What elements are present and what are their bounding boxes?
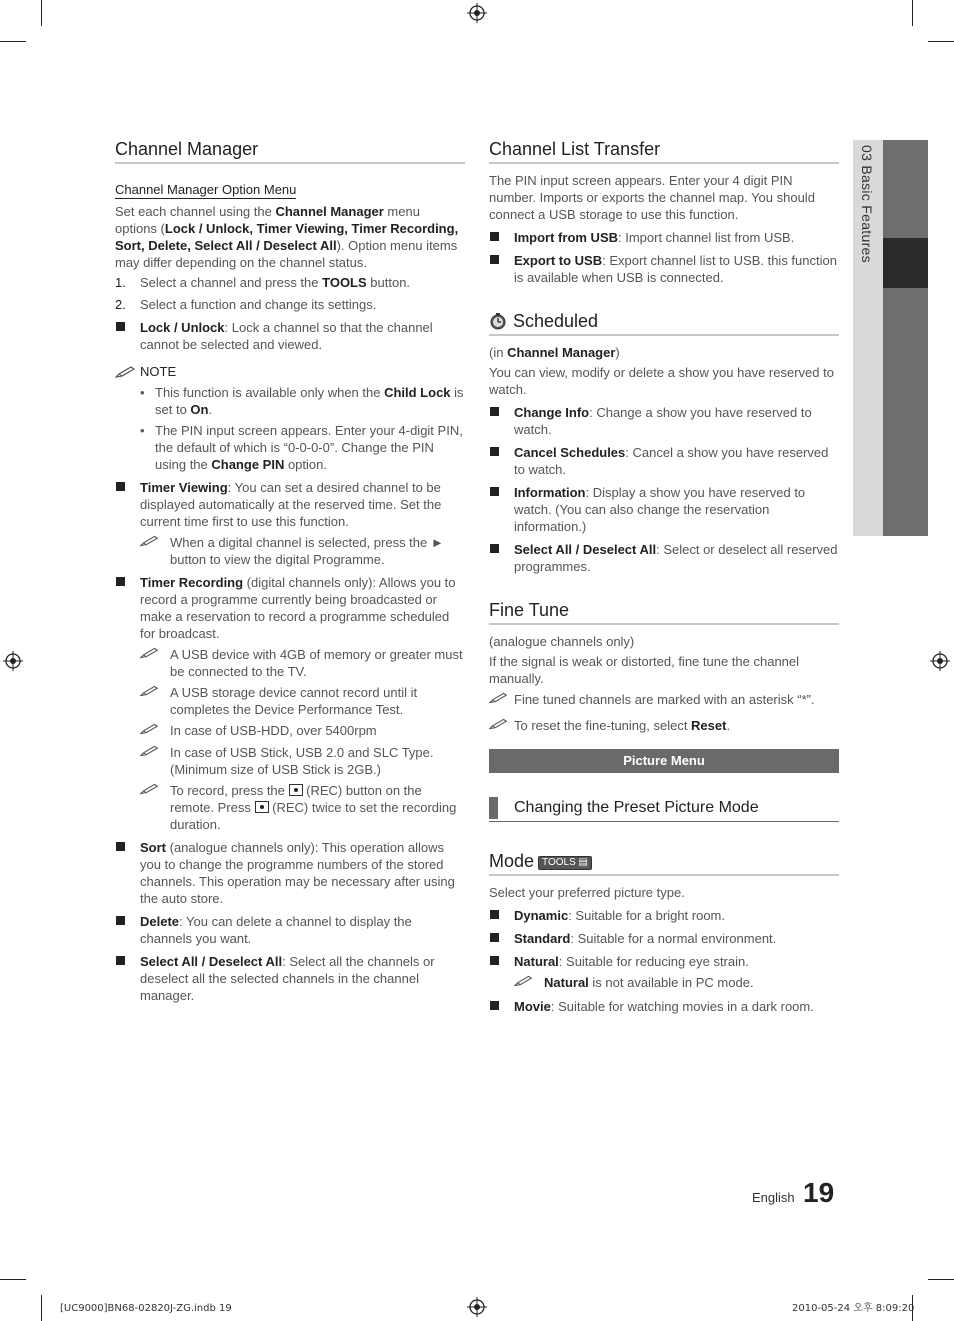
- information-item: Information: Display a show you have reserved to watch. (You can also change the reservation information.): [489, 484, 839, 535]
- preset-picture-mode-heading: Changing the Preset Picture Mode: [489, 797, 839, 822]
- registration-mark-icon: [930, 651, 950, 671]
- page-number: 19: [803, 1177, 835, 1208]
- note-pencil-icon: [140, 722, 160, 736]
- note-pencil-icon: [514, 974, 534, 988]
- bullet-square-icon: [489, 484, 514, 535]
- registration-mark-icon: [467, 1297, 487, 1317]
- picture-menu-banner: Picture Menu: [489, 749, 839, 773]
- note-pencil-icon: [140, 684, 160, 698]
- bullet-square-icon: [489, 444, 514, 478]
- note-heading: NOTE: [115, 363, 465, 380]
- standard-item: Standard: Suitable for a normal environment.: [489, 930, 839, 947]
- fine-tune-intro: If the signal is weak or distorted, fine tune the channel manually.: [489, 654, 800, 686]
- step-1: 1. Select a channel and press the TOOLS button.: [115, 275, 411, 290]
- note-item: • The PIN input screen appears. Enter your 4-digit PIN, the default of which is “0-0-0-0”. Change the PIN using the Change PIN option.: [140, 423, 463, 472]
- registration-mark-icon: [3, 651, 23, 671]
- note: In case of USB-HDD, over 5400rpm: [140, 722, 465, 740]
- change-info-item: Change Info: Change a show you have reserved to watch.: [489, 404, 839, 438]
- note: A USB device with 4GB of memory or greater must be connected to the TV.: [140, 646, 465, 680]
- natural-item: Natural: Suitable for reducing eye strain. Natural is not available in PC mode.: [489, 953, 839, 992]
- bullet-square-icon: [489, 930, 514, 947]
- cancel-schedules-item: Cancel Schedules: Cancel a show you have reserved to watch.: [489, 444, 839, 478]
- step-2: 2. Select a function and change its settings.: [115, 297, 377, 312]
- channel-manager-title: Channel Manager: [115, 138, 465, 164]
- export-to-usb-item: Export to USB: Export channel list to USB. this function is available when USB is connected.: [489, 252, 839, 286]
- bullet-square-icon: [115, 319, 140, 353]
- note: Natural is not available in PC mode.: [514, 974, 839, 992]
- note-pencil-icon: [140, 646, 160, 660]
- scheduled-context: (in Channel Manager): [489, 345, 620, 360]
- footer-language: English: [752, 1190, 795, 1205]
- lock-unlock-item: Lock / Unlock: Lock a channel so that the channel cannot be selected and viewed.: [115, 319, 465, 353]
- bullet-square-icon: [115, 479, 140, 568]
- note: A USB storage device cannot record until it completes the Device Performance Test.: [140, 684, 465, 718]
- movie-item: Movie: Suitable for watching movies in a dark room.: [489, 998, 839, 1015]
- note: In case of USB Stick, USB 2.0 and SLC Type. (Minimum size of USB Stick is 2GB.): [140, 744, 465, 778]
- scheduled-title: Scheduled: [489, 310, 839, 336]
- channel-manager-intro: Set each channel using the Channel Manager menu options (Lock / Unlock, Timer Viewing, Timer Recording, Sort, Delete, Select All / Deselect All). Option menu items may differ depending on the channel status.: [115, 204, 459, 270]
- tools-badge: TOOLS ▤: [538, 856, 592, 870]
- timer-recording-item: Timer Recording (digital channels only): Allows you to record a programme currently being broadcasted or make a reservation to record a programme scheduled for broadcast. A USB device with 4GB of memory or greater must be connected to the TV. A USB storage device cannot record until it completes the Device Performance Test. In case of USB-HDD, over 5400rpm In case of USB Stick, USB 2.0 and SLC Type. (Minimum size of USB Stick is 2GB.) To record, press the (REC) button on the remote. Press (REC) twice to set the recording duration.: [115, 574, 465, 833]
- select-deselect-all-item: Select All / Deselect All: Select or deselect all reserved programmes.: [489, 541, 839, 575]
- left-column: [115, 138, 465, 1006]
- note-item: • This function is available only when the Child Lock is set to On.: [140, 385, 464, 417]
- fine-tune-title: Fine Tune: [489, 599, 839, 625]
- print-slug-file: [UC9000]BN68-02820J-ZG.indb 19: [60, 1303, 232, 1314]
- side-tab-marker: [883, 238, 928, 288]
- side-tab-label: 03 Basic Features: [859, 145, 875, 263]
- note-pencil-icon: [140, 782, 160, 796]
- dynamic-item: Dynamic: Suitable for a bright room.: [489, 907, 839, 924]
- note: Fine tuned channels are marked with an asterisk “*”.: [489, 691, 839, 709]
- heading-marker: [489, 797, 498, 819]
- bullet-square-icon: [489, 252, 514, 286]
- bullet-square-icon: [489, 229, 514, 246]
- bullet-square-icon: [489, 404, 514, 438]
- right-column: [489, 138, 839, 1017]
- bullet-square-icon: [489, 541, 514, 575]
- select-all-item: Select All / Deselect All: Select all the channels or deselect all the selected channels in the channel manager.: [115, 953, 465, 1004]
- rec-button-icon: [289, 784, 303, 796]
- bullet-square-icon: [489, 953, 514, 992]
- note: When a digital channel is selected, press the ► button to view the digital Programme.: [140, 534, 465, 568]
- note: To record, press the (REC) button on the remote. Press (REC) twice to set the recording duration.: [140, 782, 465, 833]
- mode-title: Mode TOOLS ▤: [489, 850, 839, 876]
- channel-list-transfer-title: Channel List Transfer: [489, 138, 839, 164]
- bullet-square-icon: [489, 998, 514, 1015]
- bullet-square-icon: [489, 907, 514, 924]
- import-from-usb-item: Import from USB: Import channel list from USB.: [489, 229, 839, 246]
- delete-item: Delete: You can delete a channel to display the channels you want.: [115, 913, 465, 947]
- side-tab-dark: [883, 140, 928, 536]
- print-slug-date: 2010-05-24 오후 8:09:20: [792, 1303, 915, 1314]
- note-pencil-icon: [115, 365, 137, 379]
- rec-button-icon: [255, 801, 269, 813]
- bullet-square-icon: [115, 574, 140, 833]
- note-pencil-icon: [140, 744, 160, 758]
- timer-viewing-item: Timer Viewing: You can set a desired channel to be displayed automatically at the reserved time. Set the current time first to use this function. When a digital channel is selected, press the ► button to view the digital Programme.: [115, 479, 465, 568]
- bullet-square-icon: [115, 953, 140, 1004]
- mode-intro: Select your preferred picture type.: [489, 885, 685, 900]
- channel-list-transfer-intro: The PIN input screen appears. Enter your 4 digit PIN number. Imports or exports the channel map. You should connect a USB storage to use this function.: [489, 173, 815, 222]
- note-pencil-icon: [489, 691, 509, 705]
- registration-mark-icon: [467, 3, 487, 23]
- channel-manager-option-menu-heading: Channel Manager Option Menu: [115, 182, 297, 197]
- scheduled-intro: You can view, modify or delete a show you have reserved to watch.: [489, 365, 834, 397]
- tools-menu-icon: ▤: [578, 857, 588, 868]
- bullet-square-icon: [115, 839, 140, 907]
- sort-item: Sort (analogue channels only): This operation allows you to change the programme numbers of the stored channels. This operation may be necessary after using the auto store.: [115, 839, 465, 907]
- bullet-square-icon: [115, 913, 140, 947]
- fine-tune-subtitle: (analogue channels only): [489, 634, 635, 649]
- note-pencil-icon: [140, 534, 160, 548]
- note-pencil-icon: [489, 717, 509, 731]
- note: To reset the fine-tuning, select Reset.: [489, 717, 839, 735]
- clock-icon: [489, 312, 507, 330]
